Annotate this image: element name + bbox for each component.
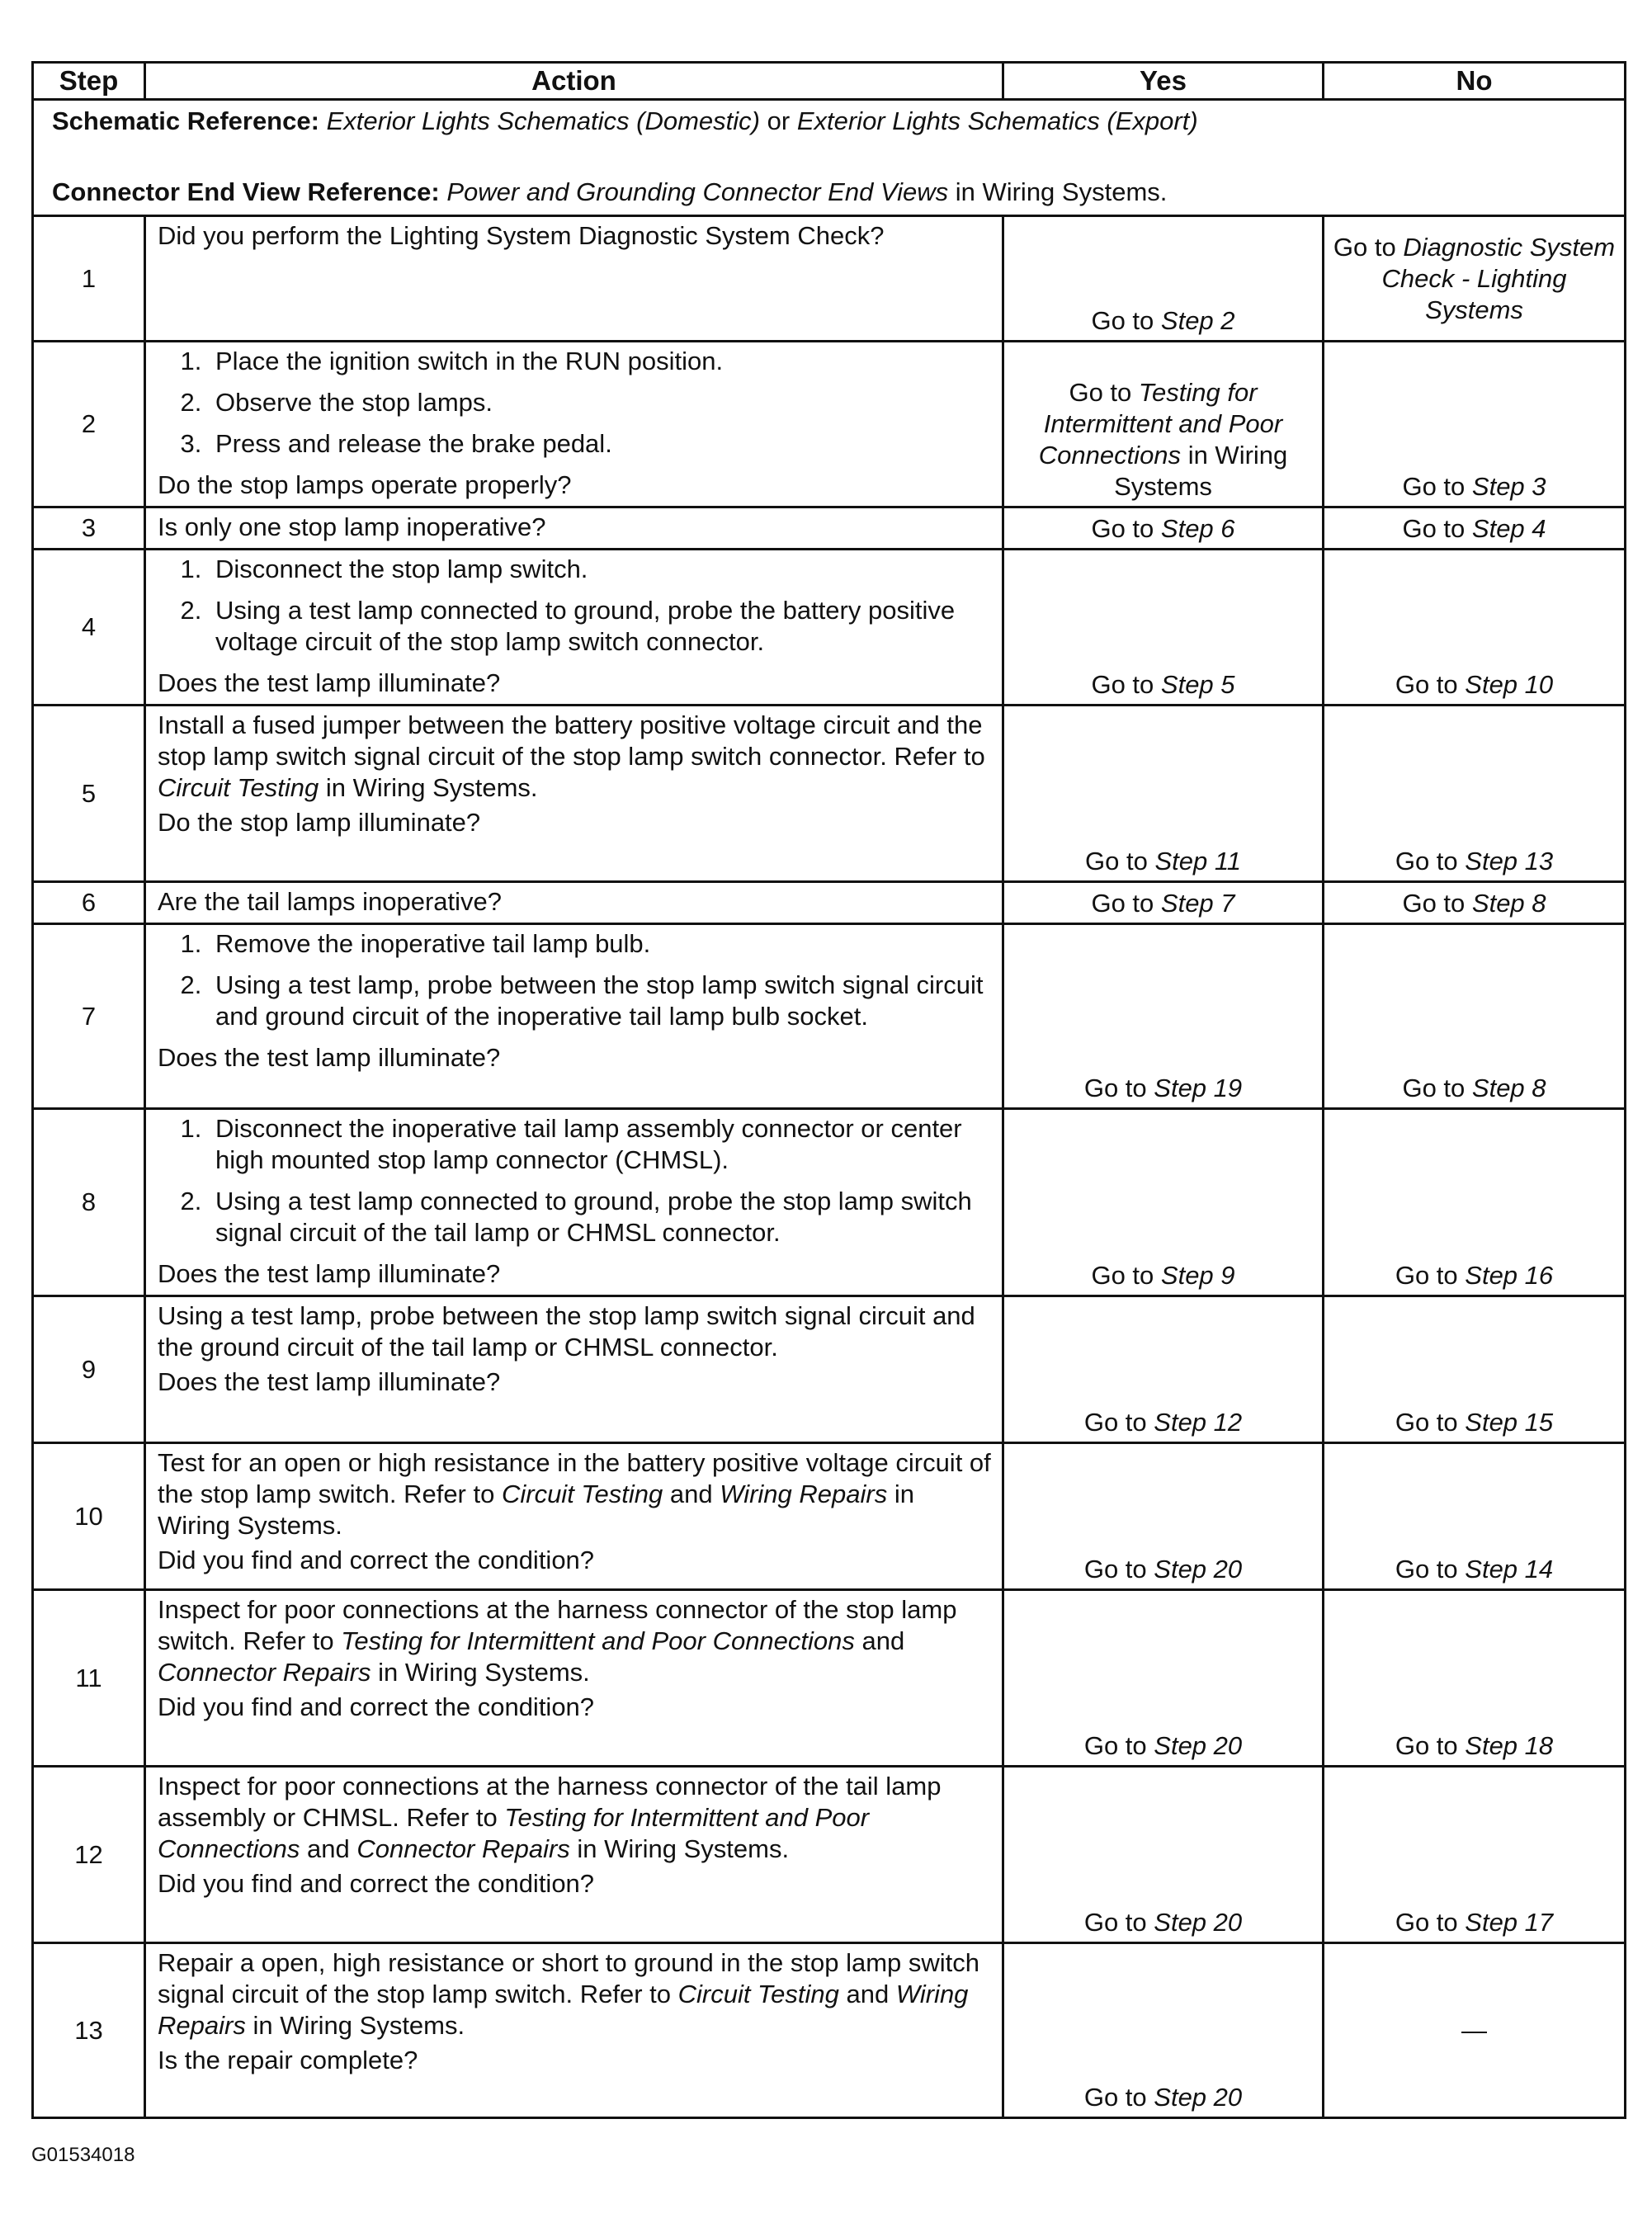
step-number: 10 [33,1443,145,1590]
yes-cell [1003,1767,1324,1943]
no-link[interactable]: Step 8 [1471,1074,1546,1102]
no-cell [1324,1443,1626,1590]
no-cell [1324,1296,1626,1443]
wiring-repairs-link[interactable]: Wiring Repairs [720,1480,888,1508]
diagnostic-table [31,61,1626,2119]
action-question: Do the stop lamp illuminate? [158,808,481,837]
action-item: 2. Using a test lamp connected to ground, probe the stop lamp switch signal circuit of the tail lamp or CHMSL connector. [209,1186,992,1248]
step-row-13 [33,1943,1626,2118]
intermittent-connections-link[interactable]: Testing for Intermittent and Poor Connections [158,1803,870,1863]
step-row-11 [33,1590,1626,1767]
step-action [145,1443,1003,1590]
no-prefix: Go to [1395,847,1458,876]
yes-cell [1003,342,1324,507]
connector-link[interactable]: Power and Grounding Connector End Views [446,177,949,206]
no-prefix: Go to [1395,1261,1458,1290]
action-item: 2. Observe the stop lamps. [209,387,992,418]
yes-prefix: Go to [1083,1555,1147,1583]
action-list [158,1113,992,1248]
step-action [145,507,1003,550]
no-link[interactable]: Step 10 [1465,670,1554,699]
action-item: 1. Remove the inoperative tail lamp bulb. [209,928,992,960]
action-text [158,1447,992,1541]
no-cell [1324,924,1626,1109]
yes-cell [1003,1590,1324,1767]
action-question: Did you find and correct the condition? [158,1692,595,1721]
action-item: 1. Disconnect the inoperative tail lamp assembly connector or center high mounted stop lamp connector (CHMSL). [209,1113,992,1176]
step-row-7 [33,924,1626,1109]
step-action [145,1109,1003,1296]
no-prefix: Go to [1402,1074,1466,1102]
no-cell [1324,1767,1626,1943]
step-action [145,550,1003,706]
action-question: Did you find and correct the condition? [158,1869,595,1898]
step-number: 1 [33,216,145,342]
wiring-repairs-link[interactable]: Wiring Repairs [158,1980,969,2040]
yes-link[interactable]: Step 20 [1154,1731,1243,1760]
no-dash: — [1461,2015,1487,2045]
step-number: 2 [33,342,145,507]
action-item: 1. Place the ignition switch in the RUN position. [209,346,992,377]
yes-prefix: Go to [1083,1908,1147,1937]
action-text [158,1947,992,2041]
no-link[interactable]: Step 13 [1465,847,1554,876]
yes-cell [1003,1296,1324,1443]
yes-link[interactable]: Step 2 [1160,306,1235,335]
yes-prefix: Go to [1083,1731,1147,1760]
connector-tail: in Wiring Systems. [955,177,1168,206]
figure-code: G01534018 [31,2144,135,2166]
connector-repairs-link[interactable]: Connector Repairs [158,1658,371,1687]
header-row [33,63,1626,100]
schematic-link-domestic[interactable]: Exterior Lights Schematics (Domestic) [326,106,760,135]
no-cell [1324,706,1626,882]
yes-cell [1003,507,1324,550]
yes-prefix: Go to [1091,1261,1154,1290]
no-link[interactable]: Step 15 [1465,1408,1554,1437]
action-text [158,1771,992,1865]
yes-cell [1003,882,1324,924]
action-text-part: and [669,1480,713,1508]
step-action [145,924,1003,1109]
action-question: Does the test lamp illuminate? [158,1259,501,1288]
no-cell [1324,550,1626,706]
action-question: Does the test lamp illuminate? [158,668,501,697]
step-row-8 [33,1109,1626,1296]
connector-reference [52,177,1606,208]
yes-prefix: Go to [1083,1074,1147,1102]
action-question: Does the test lamp illuminate? [158,1367,501,1396]
yes-link[interactable]: Step 19 [1154,1074,1243,1102]
reference-row [33,100,1626,216]
header-step: Step [33,63,145,100]
action-text: Is only one stop lamp inoperative? [158,512,546,541]
action-text-part: Test for an open or high resistance in the battery positive voltage circuit of the stop lamp switch. Refer to [158,1448,991,1508]
step-row-6 [33,882,1626,924]
step-action [145,882,1003,924]
yes-cell [1003,550,1324,706]
action-text-part: and [306,1834,350,1863]
yes-link[interactable]: Step 12 [1154,1408,1243,1437]
yes-cell [1003,1109,1324,1296]
schematic-link-export[interactable]: Exterior Lights Schematics (Export) [796,106,1198,135]
step-row-5 [33,706,1626,882]
no-cell [1324,216,1626,342]
step-number: 12 [33,1767,145,1943]
action-text-part: Repair a open, high resistance or short to ground in the stop lamp switch signal circuit of the stop lamp switch. Refer to [158,1948,979,2008]
circuit-testing-link[interactable]: Circuit Testing [501,1480,663,1508]
action-text: Did you perform the Lighting System Diagnostic System Check? [158,221,885,250]
yes-link[interactable]: Step 11 [1154,847,1242,876]
no-link[interactable]: Diagnostic System Check - Lighting Systems [1381,232,1616,324]
yes-link[interactable]: Step 5 [1160,670,1235,699]
step-row-10 [33,1443,1626,1590]
header-no: No [1324,63,1626,100]
step-number: 4 [33,550,145,706]
yes-prefix: Go to [1083,1408,1147,1437]
no-cell [1324,1943,1626,2118]
step-number: 3 [33,507,145,550]
action-item: 2. Using a test lamp connected to ground, probe the battery positive voltage circuit of the stop lamp switch connector. [209,595,992,658]
no-prefix: Go to [1395,1731,1458,1760]
yes-link[interactable]: Step 20 [1154,1908,1243,1937]
action-text-part: in Wiring Systems. [378,1658,590,1687]
yes-prefix: Go to [1091,306,1154,335]
step-row-2 [33,342,1626,507]
action-text-part: in Wiring Systems. [253,2011,465,2040]
step-action [145,1590,1003,1767]
action-item: 3. Press and release the brake pedal. [209,428,992,460]
step-number: 11 [33,1590,145,1767]
schematic-reference [52,106,1606,137]
no-link[interactable]: Step 4 [1471,514,1546,543]
yes-link[interactable]: Step 20 [1154,2083,1243,2112]
circuit-testing-link[interactable]: Circuit Testing [158,773,319,802]
circuit-testing-link[interactable]: Circuit Testing [677,1980,839,2008]
no-prefix: Go to [1402,472,1466,501]
connector-repairs-link[interactable]: Connector Repairs [356,1834,570,1863]
action-text-part: in Wiring Systems. [325,773,538,802]
yes-suffix: in Wiring Systems [1114,441,1288,501]
no-link[interactable]: Step 16 [1465,1261,1554,1290]
no-cell [1324,342,1626,507]
action-question: Does the test lamp illuminate? [158,1043,501,1072]
step-row-12 [33,1767,1626,1943]
action-text-part: Inspect for poor connections at the harness connector of the tail lamp assembly or CHMSL. Refer to [158,1772,942,1832]
yes-link[interactable]: Step 20 [1154,1555,1243,1583]
step-action [145,216,1003,342]
action-list [158,554,992,658]
action-item: 1. Disconnect the stop lamp switch. [209,554,992,585]
no-prefix: Go to [1395,1908,1458,1937]
action-text-part: Inspect for poor connections at the harness connector of the stop lamp switch. Refer to [158,1595,957,1655]
no-cell [1324,507,1626,550]
action-text [158,1594,992,1688]
yes-link[interactable]: Step 9 [1160,1261,1235,1290]
yes-prefix: Go to [1091,514,1154,543]
no-link[interactable]: Step 3 [1471,472,1546,501]
action-question: Did you find and correct the condition? [158,1546,595,1574]
yes-prefix: Go to [1069,378,1132,407]
no-prefix: Go to [1395,1555,1458,1583]
yes-cell [1003,924,1324,1109]
no-link[interactable]: Step 8 [1471,889,1546,918]
header-action: Action [145,63,1003,100]
step-row-9 [33,1296,1626,1443]
step-number: 9 [33,1296,145,1443]
no-prefix: Go to [1333,232,1396,262]
step-action [145,1943,1003,2118]
yes-cell [1003,706,1324,882]
schematic-label: Schematic Reference: [52,106,319,135]
no-prefix: Go to [1402,514,1466,543]
step-action [145,1767,1003,1943]
yes-cell [1003,1443,1324,1590]
action-text: Using a test lamp, probe between the stop lamp switch signal circuit and the ground circuit of the tail lamp or CHMSL connector. [158,1301,975,1362]
no-prefix: Go to [1402,889,1466,918]
header-yes: Yes [1003,63,1324,100]
schematic-or: or [767,106,791,135]
reference-cell [33,100,1626,216]
step-action [145,1296,1003,1443]
action-text: Are the tail lamps inoperative? [158,887,503,916]
action-item: 2. Using a test lamp, probe between the stop lamp switch signal circuit and ground circuit of the inoperative tail lamp bulb socket. [209,970,992,1032]
yes-prefix: Go to [1091,670,1154,699]
action-text-part: and [846,1980,890,2008]
step-row-1 [33,216,1626,342]
yes-link[interactable]: Step 7 [1160,889,1235,918]
action-question: Do the stop lamps operate properly? [158,470,572,499]
connector-label: Connector End View Reference: [52,177,440,206]
action-question: Is the repair complete? [158,2046,418,2074]
step-number: 8 [33,1109,145,1296]
step-row-4 [33,550,1626,706]
yes-prefix: Go to [1083,2083,1147,2112]
step-number: 6 [33,882,145,924]
step-row-3 [33,507,1626,550]
action-list [158,928,992,1032]
yes-cell [1003,1943,1324,2118]
no-link[interactable]: Step 17 [1465,1908,1554,1937]
step-action [145,706,1003,882]
no-prefix: Go to [1395,1408,1458,1437]
yes-prefix: Go to [1084,847,1148,876]
yes-cell [1003,216,1324,342]
action-text-part: in Wiring Systems. [577,1834,790,1863]
no-cell [1324,1590,1626,1767]
no-prefix: Go to [1395,670,1458,699]
no-link[interactable]: Step 18 [1465,1731,1554,1760]
yes-link[interactable]: Testing for Intermittent and Poor Connections [1038,378,1283,470]
yes-prefix: Go to [1091,889,1154,918]
action-text-part: and [861,1626,905,1655]
action-text-part: Install a fused jumper between the battery positive voltage circuit and the stop lamp switch signal circuit of the stop lamp switch connector. Refer to [158,710,985,771]
step-number: 7 [33,924,145,1109]
intermittent-connections-link[interactable]: Testing for Intermittent and Poor Connections [341,1626,855,1655]
no-link[interactable]: Step 14 [1465,1555,1554,1583]
step-number: 13 [33,1943,145,2118]
action-text [158,710,992,804]
step-number: 5 [33,706,145,882]
no-cell [1324,1109,1626,1296]
action-text-part: in Wiring Systems. [158,1480,914,1540]
yes-link[interactable]: Step 6 [1160,514,1235,543]
action-list [158,346,992,460]
no-cell [1324,882,1626,924]
step-action [145,342,1003,507]
